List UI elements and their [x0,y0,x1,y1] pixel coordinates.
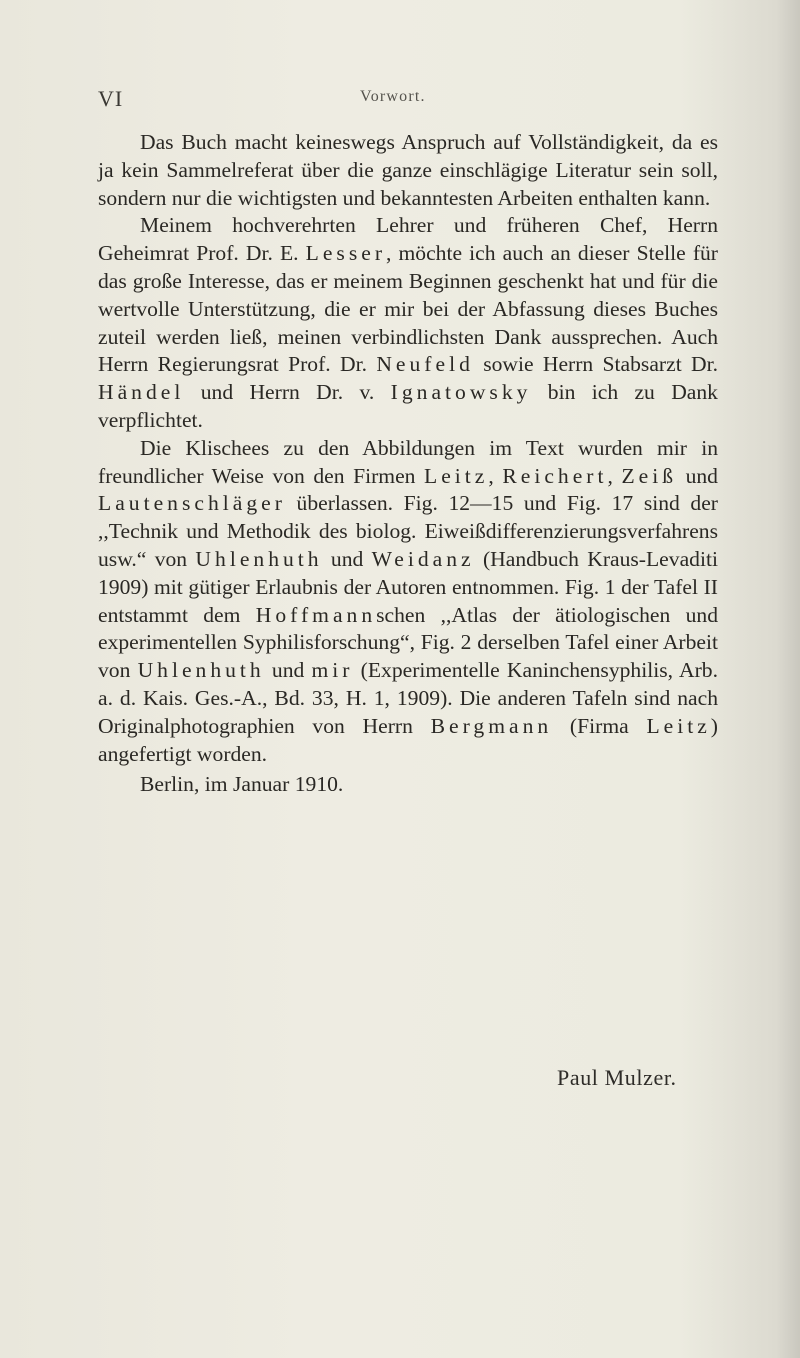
person-name: Weidanz [371,546,475,571]
paragraph-1: Das Buch macht keineswegs Anspruch auf Vollständigkeit, da es ja kein Sammelreferat über die ganze einschlägige Literatur sein soll, sondern nur die wichtigsten und bekanntesten Arbeiten enthalten kann. [98,130,718,210]
paragraph-3-text: (Experimentelle Kaninchensyphilis, Arb. a. d. Kais. Ges.-A., Bd. 33, H. 1, 1909). Die anderen Tafeln sind nach Originalphotographien von Herrn [98,658,718,738]
preface-text [98,129,718,799]
person-name: Hoffmann [255,602,377,627]
company-name: Leitz [646,713,711,738]
person-name: Händel [98,380,185,405]
person-name: Lesser [305,241,387,266]
company-name: Reichert [502,463,608,488]
paragraph-3-text: überlassen. Fig. 12—15 und Fig. 17 sind der ,,Technik und Methodik des biolog. Eiweißdifferenzierungsverfahrens usw.“ von [98,491,718,571]
paragraph-2-text: sowie Herrn Stabsarzt Dr. [483,352,718,377]
paragraph-3-text: und [685,463,718,488]
paragraph-3-text: (Handbuch Kraus-Levaditi 1909) mit gütiger Erlaubnis der Autoren entnommen. Fig. 1 der Tafel II entstammt dem [98,546,718,627]
paragraph-3-text: (Firma [569,713,629,738]
paragraph-2-text: bin ich zu Dank verpflichtet. [98,380,718,432]
person-name: Uhlenhuth [137,658,265,683]
company-name: Zeiß [621,463,678,488]
paragraph-3-text: Die Klischees zu den Abbildungen im Text wurden mir in freundlicher Weise von den Firmen [98,435,718,488]
paragraph-3-text: ) angefertigt worden. [98,713,718,766]
person-name: mir [311,658,354,683]
author-signature: Paul Mulzer. [557,1065,677,1090]
page-number: VI [98,86,124,111]
paragraph-3-text: und [271,658,305,683]
paragraph-2 [98,212,718,434]
paragraph-2-text: , möchte ich auch an dieser Stelle für das große Interesse, das er meinem Beginnen geschenkt hat und für die wertvolle Unterstützung, die er mir bei der Abfassung dieses Buches zuteil werden ließ, meinen verbindlichsten Dank aussprechen. Auch Herrn Regierungsrat Prof. Dr. [98,241,719,377]
paragraph-3-text: schen ,,Atlas der ätiologischen und experimentellen Syphilisforschung“, Fig. 2 derselben Tafel einer Arbeit von [98,602,718,683]
running-head-title: Vorwort. [360,88,426,105]
paragraph-3-text: , [488,463,494,488]
paragraph-3 [98,435,718,769]
paragraph-2-text: Meinem hochverehrten Lehrer und früheren Chef, Herrn Geheimrat Prof. Dr. E. [98,213,718,266]
place-and-date: Berlin, im Januar 1910. [140,772,344,797]
company-name: Lautenschläger [98,491,286,516]
person-name: Bergmann [430,713,553,738]
paragraph-3-text: und [330,546,364,571]
running-head [98,86,718,116]
person-name: Neufeld [376,352,474,377]
paragraph-3-text: , [607,463,613,488]
person-name: Uhlenhuth [195,546,323,571]
company-name: Leitz [424,463,489,488]
person-name: Ignatowsky [390,380,532,405]
paragraph-2-text: und Herrn Dr. v. [200,380,375,405]
